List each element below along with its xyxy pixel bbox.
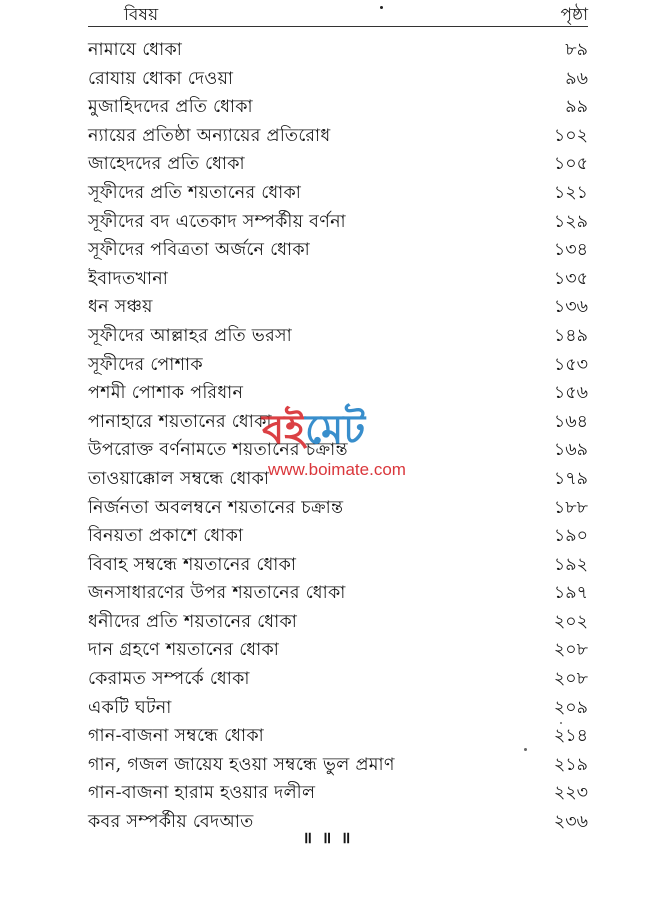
- boimate-watermark: [250, 402, 430, 492]
- toc-entry: [88, 93, 588, 122]
- toc-entry-title: পশমী পোশাক পরিধান: [88, 383, 244, 404]
- toc-entry: [88, 208, 588, 237]
- toc-entry-title: সূফীদের পোশাক: [88, 354, 203, 375]
- footer-mark: ॥ ॥ ॥: [302, 828, 353, 847]
- toc-entry: [88, 522, 588, 551]
- toc-entry-page-number: ১৫৩: [553, 354, 588, 375]
- toc-entry-title: সূফীদের আল্লাহর প্রতি ভরসা: [88, 325, 292, 346]
- toc-entry-page-number: ১৩৬: [553, 297, 588, 318]
- toc-entry-title: ধন সঞ্চয়: [88, 297, 153, 318]
- toc-entry: [88, 579, 588, 608]
- toc-entry-title: ন্যায়ের প্রতিষ্ঠা অন্যায়ের প্রতিরোধ: [88, 125, 331, 146]
- toc-entry-page-number: ১৪৯: [553, 325, 588, 346]
- toc-entry-title: একটি ঘটনা: [88, 697, 172, 718]
- header-rule: [88, 26, 588, 27]
- toc-entry-title: রোযায় ধোকা দেওয়া: [88, 68, 234, 89]
- toc-entry: [88, 36, 588, 65]
- toc-entry-title: কেরামত সম্পর্কে ধোকা: [88, 669, 250, 690]
- toc-entry-title: দান গ্রহণে শয়তানের ধোকা: [88, 640, 280, 661]
- toc-entry: [88, 293, 588, 322]
- toc-entry-title: সূফীদের প্রতি শয়তানের ধোকা: [88, 182, 302, 203]
- toc-entry-title: নির্জনতা অবলম্বনে শয়তানের চক্রান্ত: [88, 497, 344, 518]
- toc-entry-page-number: ১৯২: [553, 554, 588, 575]
- toc-entry-page-number: ২০২: [553, 611, 588, 632]
- toc-entry-title: পানাহারে শয়তানের ধোকা: [88, 411, 272, 432]
- toc-entry: [88, 265, 588, 294]
- toc-entry-title: গান-বাজনা হারাম হওয়ার দলীল: [88, 783, 316, 804]
- toc-entry: [88, 150, 588, 179]
- toc-entry: [88, 179, 588, 208]
- toc-entry-page-number: ২০৮: [553, 669, 588, 690]
- toc-entry-page-number: ১৯৭: [553, 583, 588, 604]
- toc-entry-title: উপরোক্ত বর্ণনামতে শয়তানের চক্রান্ত: [88, 440, 348, 461]
- toc-entry-page-number: ২১৪: [553, 726, 588, 747]
- toc-entry-page-number: ১৮৮: [553, 497, 588, 518]
- toc-entry-page-number: ১৫৬: [553, 383, 588, 404]
- watermark-url: www.boimate.com: [268, 460, 406, 479]
- toc-entry-title: মুজাহিদদের প্রতি ধোকা: [88, 97, 253, 118]
- toc-entry-page-number: ৮৯: [565, 40, 588, 60]
- toc-entry-title: তাওয়াক্কোল সম্বন্ধে ধোকা: [88, 468, 270, 489]
- toc-entry-page-number: ১৩৫: [553, 268, 588, 289]
- toc-entry-title: ইবাদতখানা: [88, 268, 169, 289]
- toc-entry: [88, 694, 588, 723]
- toc-entry-page-number: ২০৮: [553, 640, 588, 661]
- toc-entry: [88, 636, 588, 665]
- toc-entry-page-number: ১০২: [553, 125, 588, 146]
- toc-entry: [88, 65, 588, 94]
- watermark-logo-blue: মেট: [305, 407, 366, 453]
- toc-entry-page-number: ৯৬: [565, 68, 588, 89]
- watermark-logo: [262, 406, 365, 454]
- toc-entry-page-number: ১৭৯: [553, 468, 588, 489]
- toc-entry-page-number: ১৯০: [553, 526, 588, 547]
- toc-entry: [88, 236, 588, 265]
- toc-entry-page-number: ১৬৪: [553, 411, 588, 432]
- toc-entry-page-number: ৯৯: [565, 97, 588, 118]
- toc-entry: [88, 722, 588, 751]
- toc-entry-title: জাহেদদের প্রতি ধোকা: [88, 154, 245, 175]
- toc-entry-title: জনসাধারণের উপর শয়তানের ধোকা: [88, 583, 346, 604]
- toc-entry: [88, 494, 588, 523]
- toc-entry-title: বিবাহ সম্বন্ধে শয়তানের ধোকা: [88, 554, 297, 575]
- toc-entry: [88, 551, 588, 580]
- page-column-heading: পৃষ্ঠা: [560, 5, 588, 25]
- toc-entry-page-number: ১২৯: [553, 211, 588, 232]
- print-speck: [524, 748, 527, 751]
- subject-column-heading: বিষয়: [124, 5, 159, 25]
- print-speck: [560, 722, 562, 724]
- toc-entry: [88, 608, 588, 637]
- toc-entry: [88, 351, 588, 380]
- toc-entry-page-number: ২০৯: [553, 697, 588, 718]
- toc-entry: [88, 665, 588, 694]
- toc-entry: [88, 122, 588, 151]
- toc-entry-title: গান-বাজনা সম্বন্ধে ধোকা: [88, 726, 264, 747]
- toc-entry-page-number: ২১৯: [553, 754, 588, 775]
- watermark-logo-red: বই: [262, 407, 306, 453]
- toc-entry-title: ধনীদের প্রতি শয়তানের ধোকা: [88, 611, 298, 632]
- toc-entry-title: সূফীদের বদ এতেকাদ সম্পর্কীয় বর্ণনা: [88, 211, 346, 232]
- toc-entry-page-number: ১০৫: [553, 154, 588, 175]
- toc-entry-title: গান, গজল জায়েয হওয়া সম্বন্ধে ভুল প্রমাণ: [88, 754, 395, 775]
- toc-entry: [88, 751, 588, 780]
- toc-entry-title: নামাযে ধোকা: [88, 40, 183, 60]
- toc-entry-page-number: ২৩৬: [553, 812, 588, 833]
- toc-entry: [88, 322, 588, 351]
- toc-entry-title: বিনয়তা প্রকাশে ধোকা: [88, 526, 244, 547]
- toc-entry-title: সূফীদের পবিত্রতা অর্জনে ধোকা: [88, 240, 310, 261]
- toc-entry-page-number: ২২৩: [553, 783, 588, 804]
- toc-entry-page-number: ১৬৯: [553, 440, 588, 461]
- toc-entry-page-number: ১২১: [553, 182, 588, 203]
- toc-header: [88, 0, 588, 28]
- toc-entry: [88, 779, 588, 808]
- print-speck: [380, 6, 383, 9]
- toc-entry-title: কবর সম্পর্কীয় বেদআত: [88, 812, 254, 833]
- toc-entry-page-number: ১৩৪: [553, 240, 588, 261]
